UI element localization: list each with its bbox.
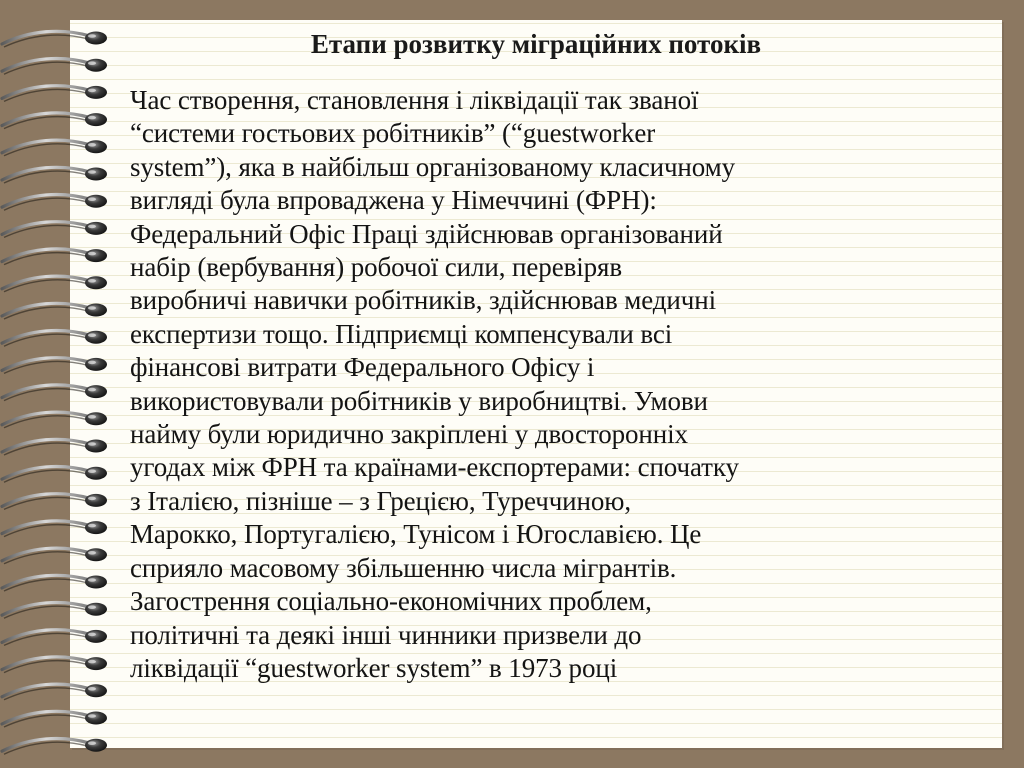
body-line: Марокко, Португалією, Тунісом і Югославією. Це	[130, 519, 702, 550]
spiral-ring	[2, 303, 107, 319]
spiral-ring	[2, 331, 107, 347]
spiral-ring	[2, 439, 107, 455]
spiral-ring	[2, 167, 107, 183]
body-line: фінансові витрати Федерального Офісу і	[130, 352, 595, 383]
spiral-ring	[2, 467, 107, 483]
body-line: вигляді була впроваджена у Німеччині (ФРН):	[130, 185, 657, 216]
spiral-ring	[2, 711, 107, 727]
body-line: Федеральний Офіс Праці здійснював організований	[130, 218, 723, 249]
spiral-ring	[2, 276, 107, 292]
body-line: system”), яка в найбільш організованому класичному	[130, 151, 736, 182]
slide-title: Етапи розвитку міграційних потоків	[310, 29, 762, 59]
body-line: найму були юридично закріплені у двосторонніх	[130, 419, 688, 450]
spiral-ring	[2, 140, 107, 156]
spiral-ring	[2, 494, 107, 510]
body-line: з Італією, пізніше – з Грецією, Туреччиною,	[130, 485, 631, 516]
spiral-ring	[2, 113, 107, 129]
body-line: Загострення соціально-економічних проблем,	[130, 586, 652, 617]
spiral-ring	[2, 249, 107, 265]
spiral-ring	[2, 575, 107, 591]
slide-body-text	[130, 84, 1024, 685]
spiral-ring	[2, 684, 107, 700]
body-line: сприяло масовому збільшенню числа мігрантів.	[130, 552, 677, 583]
spiral-ring	[2, 385, 107, 401]
spiral-ring	[2, 521, 107, 537]
body-line: ліквідації “guestworker system” в 1973 році	[130, 652, 618, 683]
spiral-binding	[0, 0, 120, 768]
spiral-ring	[2, 222, 107, 238]
body-line: угодах між ФРН та країнами-експортерами: спочатку	[130, 452, 739, 483]
spiral-ring	[2, 548, 107, 564]
body-line: набір (вербування) робочої сили, перевіряв	[130, 252, 622, 283]
body-line: експертизи тощо. Підприємці компенсували всі	[130, 318, 673, 349]
body-line: використовували робітників у виробництві. Умови	[130, 385, 708, 416]
spiral-ring	[2, 657, 107, 673]
body-line: Час створення, становлення і ліквідації так званої	[130, 85, 699, 115]
spiral-ring	[2, 86, 107, 102]
spiral-ring	[2, 412, 107, 428]
spiral-ring	[2, 195, 107, 211]
spiral-ring	[2, 630, 107, 646]
spiral-ring	[2, 358, 107, 374]
body-line: виробничі навички робітників, здійснював медичні	[130, 285, 716, 316]
body-line: “системи гостьових робітників” (“guestworker	[130, 118, 656, 149]
body-line: політичні та деякі інші чинники призвели до	[130, 619, 642, 650]
spiral-ring	[2, 739, 107, 755]
spiral-ring	[2, 603, 107, 619]
